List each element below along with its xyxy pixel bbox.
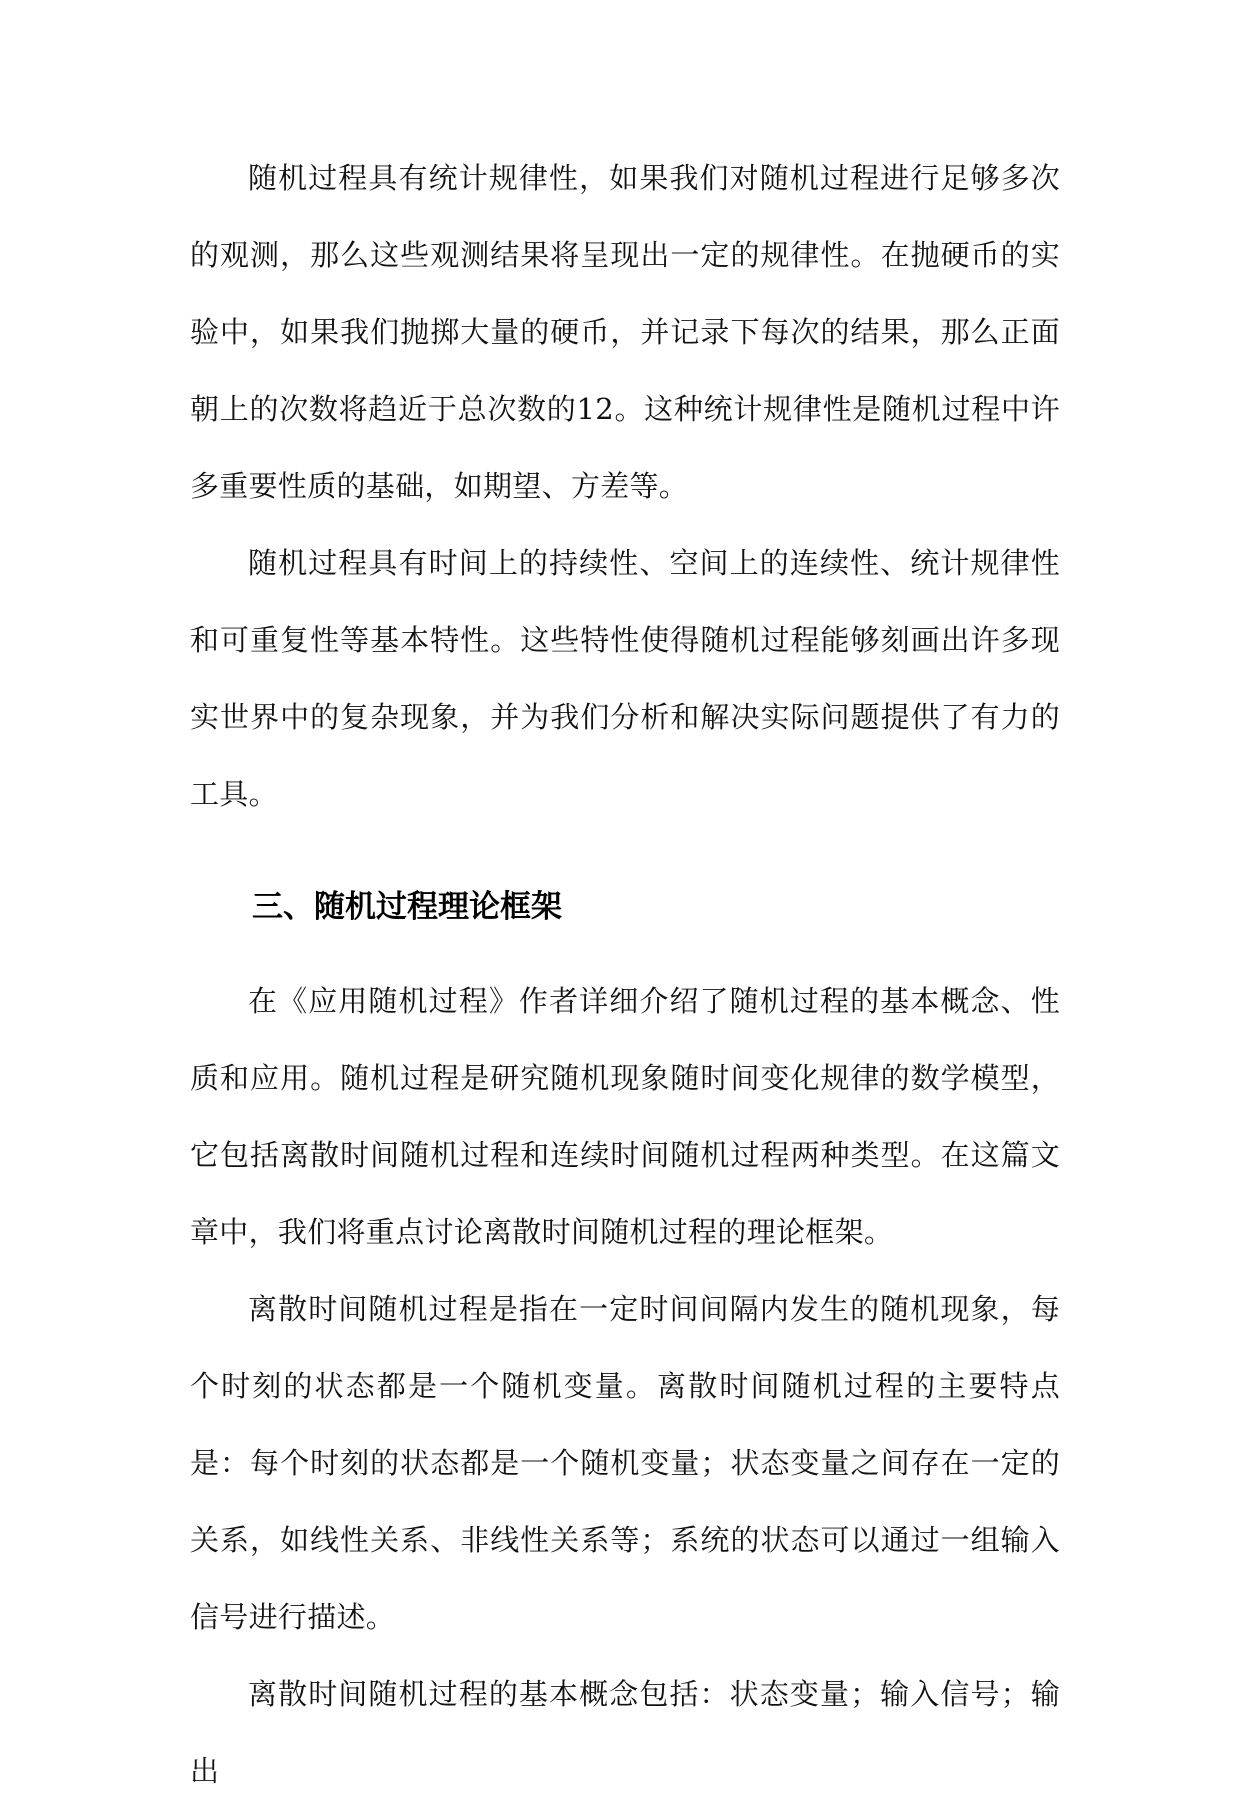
- section-heading: 三、随机过程理论框架: [252, 889, 562, 925]
- paragraph-basic-characteristics: 随机过程具有时间上的持续性、空间上的连续性、统计规律性和可重复性等基本特性。这些特性使得随机过程能够刻画出许多现实世界中的复杂现象，并为我们分析和解决实际问题提供了有力的工具。: [190, 546, 1060, 811]
- paragraph-theory-intro: 在《应用随机过程》作者详细介绍了随机过程的基本概念、性质和应用。随机过程是研究随机现象随时间变化规律的数学模型，它包括离散时间随机过程和连续时间随机过程两种类型。在这篇文章中，我们将重点讨论离散时间随机过程的理论框架。: [190, 984, 1060, 1249]
- paragraph-basic-concepts: 离散时间随机过程的基本概念包括：状态变量；输入信号；输出: [190, 1677, 1060, 1788]
- paragraph-discrete-time-definition: 离散时间随机过程是指在一定时间间隔内发生的随机现象，每个时刻的状态都是一个随机变量。离散时间随机过程的主要特点是：每个时刻的状态都是一个随机变量；状态变量之间存在一定的关系，如线性关系、非线性关系等；系统的状态可以通过一组输入信号进行描述。: [190, 1292, 1060, 1634]
- document-body: [190, 140, 1060, 1810]
- paragraph-statistical-regularity: 随机过程具有统计规律性，如果我们对随机过程进行足够多次的观测，那么这些观测结果将呈现出一定的规律性。在抛硬币的实验中，如果我们抛掷大量的硬币，并记录下每次的结果，那么正面朝上的次数将趋近于总次数的12。这种统计规律性是随机过程中许多重要性质的基础，如期望、方差等。: [190, 161, 1060, 503]
